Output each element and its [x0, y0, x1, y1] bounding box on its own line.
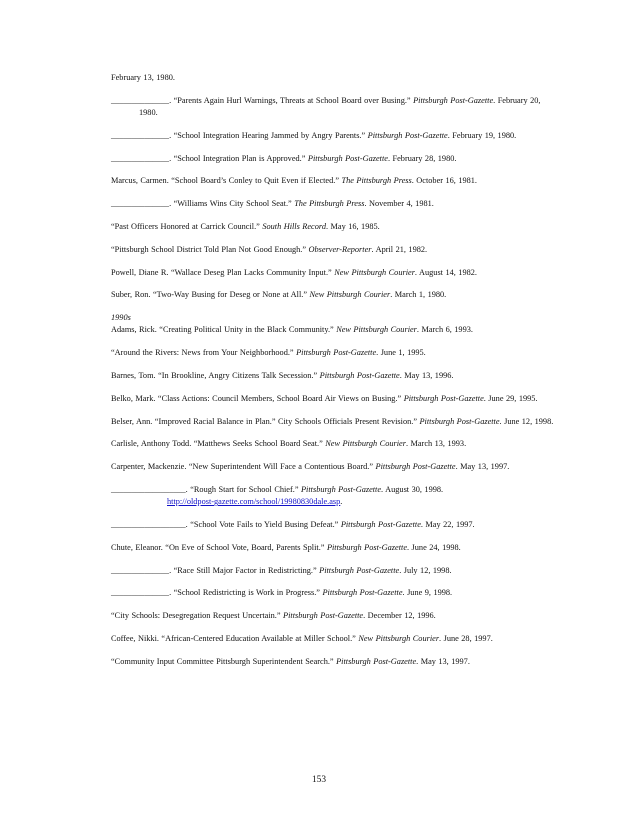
- bibliography-entry: [111, 519, 555, 531]
- publication-title: The Pittsburgh Press: [341, 176, 412, 186]
- publication-title: New Pittsburgh Courier: [309, 290, 391, 300]
- citation-text: ______________. “School Integration Hearing Jammed by Angry Parents.”: [111, 130, 368, 140]
- citation-text: Marcus, Carmen. “School Board’s Conley to Quit Even if Elected.”: [111, 176, 342, 186]
- citation-text: “Community Input Committee Pittsburgh Superintendent Search.”: [111, 656, 337, 666]
- bibliography-entry: [111, 289, 555, 301]
- citation-text: ______________. “School Redistricting is Work in Progress.”: [111, 588, 323, 598]
- citation-text: “Past Officers Honored at Carrick Council.”: [111, 221, 263, 231]
- citation-text: Barnes, Tom. “In Brookline, Angry Citizens Talk Secession.”: [111, 370, 320, 380]
- citation-text: “City Schools: Desegregation Request Uncertain.”: [111, 611, 284, 621]
- publication-title: New Pittsburgh Courier: [325, 439, 406, 449]
- citation-text: . June 28, 1997.: [439, 633, 493, 643]
- citation-text: . March 1, 1980.: [390, 290, 447, 300]
- citation-text: . May 22, 1997.: [420, 519, 475, 529]
- publication-title: New Pittsburgh Courier: [334, 267, 415, 277]
- citation-text: “Around the Rivers: News from Your Neighborhood.”: [111, 348, 297, 358]
- publication-title: Pittsburgh Post-Gazette: [375, 462, 456, 472]
- bibliography-entry: [111, 656, 555, 668]
- bibliography-entry: [111, 393, 555, 405]
- publication-title: Pittsburgh Post-Gazette: [403, 393, 484, 403]
- citation-text: “Pittsburgh School District Told Plan Not Good Enough.”: [111, 244, 309, 254]
- bibliography-entry: [111, 587, 555, 599]
- publication-title: Pittsburgh Post-Gazette: [419, 416, 500, 426]
- citation-text: . December 12, 1996.: [363, 611, 436, 621]
- citation-text: . June 29, 1995.: [483, 393, 538, 403]
- citation-text: . June 1, 1995.: [376, 348, 426, 358]
- publication-title: Pittsburgh Post-Gazette: [413, 95, 494, 105]
- publication-title: Pittsburgh Post-Gazette: [319, 370, 400, 380]
- citation-text: . February 19, 1980.: [447, 130, 517, 140]
- citation-text: Belser, Ann. “Improved Racial Balance in Plan.” City Schools Officials Present Revision.”: [111, 416, 420, 426]
- publication-title: Pittsburgh Post-Gazette: [326, 542, 407, 552]
- citation-text: . June 24, 1998.: [407, 542, 461, 552]
- page-number: 153: [311, 775, 327, 785]
- bibliography-entry: [111, 610, 555, 622]
- citation-text: ______________. “Parents Again Hurl Warnings, Threats at School Board over Busing.”: [111, 95, 414, 105]
- citation-text: Coffee, Nikki. “African-Centered Education Available at Miller School.”: [111, 633, 359, 643]
- citation-text: . March 6, 1993.: [416, 325, 473, 335]
- publication-title: The Pittsburgh Press: [294, 199, 365, 209]
- publication-title: South Hills Record: [262, 221, 326, 231]
- bibliography-entry: [111, 130, 555, 142]
- citation-text: Powell, Diane R. “Wallace Deseg Plan Lacks Community Input.”: [111, 267, 335, 277]
- citation-text: __________________. “Rough Start for School Chief.”: [111, 484, 301, 494]
- citation-text: ______________. “Williams Wins City School Seat.”: [111, 199, 295, 209]
- publication-title: New Pittsburgh Courier: [336, 325, 417, 335]
- citation-text: . November 4, 1981.: [364, 199, 434, 209]
- citation-text: . April 21, 1982.: [371, 244, 428, 254]
- citation-text: February 13, 1980.: [111, 73, 175, 82]
- citation-text: . February 28, 1980.: [387, 153, 457, 163]
- bibliography-entry: [111, 95, 555, 119]
- citation-url-link[interactable]: http://oldpost-gazette.com/school/19980830dale.asp: [167, 497, 341, 507]
- citation-text: . March 13, 1993.: [405, 439, 467, 449]
- citation-text: . August 14, 1982.: [414, 267, 477, 277]
- publication-title: Pittsburgh Post-Gazette: [322, 588, 403, 598]
- citation-text: . May 13, 1997.: [455, 462, 510, 472]
- citation-text: Belko, Mark. “Class Actions: Council Members, School Board Air Views on Busing.”: [111, 393, 404, 403]
- publication-title: Observer-Reporter: [308, 244, 372, 254]
- bibliography-entry: [111, 221, 555, 233]
- citation-text: . May 13, 1997.: [416, 656, 470, 666]
- publication-title: Pittsburgh Post-Gazette: [300, 484, 382, 494]
- bibliography-entry: [111, 244, 555, 256]
- citation-text: . June 9, 1998.: [402, 588, 453, 598]
- citation-text: . July 12, 1998.: [399, 565, 452, 575]
- bibliography-entry: [111, 565, 555, 577]
- citation-text: . May 13, 1996.: [399, 370, 454, 380]
- publication-title: Pittsburgh Post-Gazette: [340, 519, 421, 529]
- citation-text: Chute, Eleanor. “On Eve of School Vote, Board, Parents Split.”: [111, 542, 327, 552]
- publication-title: New Pittsburgh Courier: [358, 633, 440, 643]
- url-trailing-period: .: [340, 497, 343, 507]
- bibliography-entry: [111, 416, 555, 428]
- bibliography-entry: [111, 633, 555, 645]
- citation-text: ______________. “School Integration Plan is Approved.”: [111, 153, 308, 163]
- bibliography-entry: [111, 461, 555, 473]
- bibliography-entry: [111, 542, 555, 554]
- citation-text: Carpenter, Mackenzie. “New Superintendent Will Face a Contentious Board.”: [111, 462, 376, 472]
- publication-title: Pittsburgh Post-Gazette: [319, 565, 400, 575]
- publication-title: Pittsburgh Post-Gazette: [336, 656, 417, 666]
- citation-text: Suber, Ron. “Two-Way Busing for Deseg or None at All.”: [111, 290, 310, 300]
- bibliography-entry: [111, 438, 555, 450]
- publication-title: 1990s: [111, 313, 131, 323]
- bibliography-entry: [111, 347, 555, 359]
- bibliography-entry: [111, 175, 555, 187]
- citation-text: . October 16, 1981.: [411, 176, 478, 186]
- publication-title: Pittsburgh Post-Gazette: [296, 348, 377, 358]
- bibliography-entry: [111, 324, 555, 336]
- citation-continuation: [111, 72, 555, 84]
- publication-title: Pittsburgh Post-Gazette: [307, 153, 388, 163]
- citation-text: . August 30, 1998.: [381, 484, 444, 494]
- publication-title: Pittsburgh Post-Gazette: [367, 130, 448, 140]
- url-line: [139, 497, 342, 506]
- bibliography-entry: [111, 267, 555, 279]
- section-heading: [111, 312, 555, 324]
- bibliography-entry: [111, 484, 555, 508]
- citation-text: . February 20, 1980.: [139, 95, 541, 117]
- bibliography-entry: [111, 370, 555, 382]
- bibliography-list: [111, 72, 555, 679]
- bibliography-entry: [111, 198, 555, 210]
- bibliography-entry: [111, 153, 555, 165]
- publication-title: Pittsburgh Post-Gazette: [283, 611, 364, 621]
- citation-text: ______________. “Race Still Major Factor in Redistricting.”: [111, 565, 320, 575]
- citation-text: Carlisle, Anthony Todd. “Matthews Seeks School Board Seat.”: [111, 439, 326, 449]
- citation-text: . May 16, 1985.: [325, 221, 380, 231]
- citation-text: . June 12, 1998.: [499, 416, 554, 426]
- citation-text: Adams, Rick. “Creating Political Unity in the Black Community.”: [111, 325, 337, 335]
- citation-text: __________________. “School Vote Fails to Yield Busing Defeat.”: [111, 519, 341, 529]
